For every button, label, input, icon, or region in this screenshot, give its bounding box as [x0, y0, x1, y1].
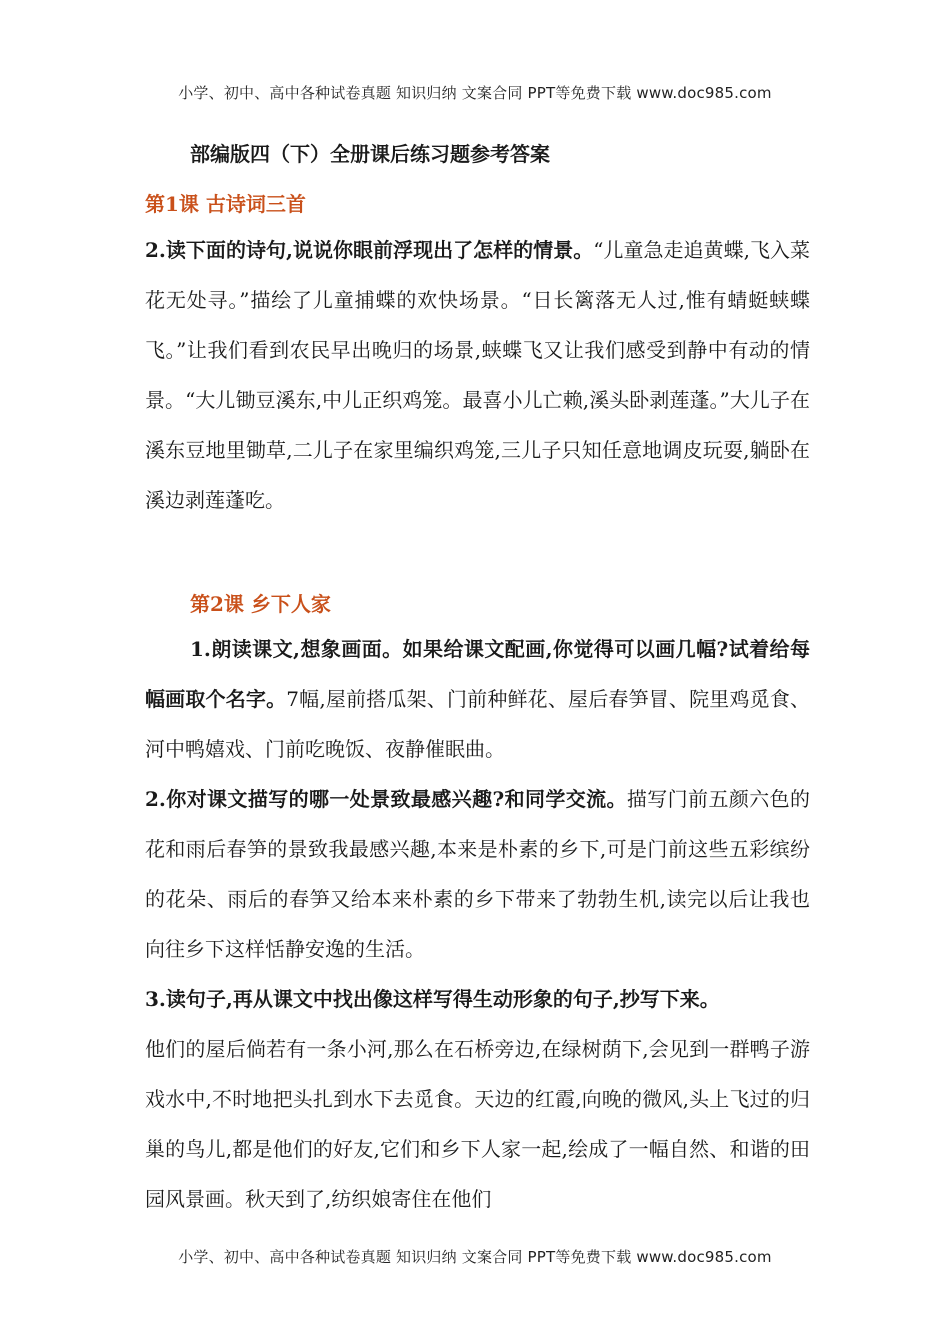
lesson-2-q1-question: 1.朗读课文,想象画面。如果给课文配画,你觉得可以画几幅?试着给每幅画取个名字。: [145, 637, 810, 711]
page-footer: 小学、初中、高中各种试卷真题 知识归纳 文案合同 PPT等免费下载 www.doc985.com: [178, 1248, 772, 1266]
page-header: 小学、初中、高中各种试卷真题 知识归纳 文案合同 PPT等免费下载 www.doc985.com: [178, 84, 772, 102]
lesson-2-q2-paragraph: [145, 774, 810, 974]
document-title: 部编版四（下）全册课后练习题参考答案: [190, 142, 550, 166]
lesson-1-heading: 第1课 古诗词三首: [145, 192, 306, 216]
lesson-2-q2-question: 2.你对课文描写的哪一处景致最感兴趣?和同学交流。: [145, 787, 627, 811]
lesson-1-q2-paragraph: [145, 225, 810, 525]
lesson-2-q3-answer: 他们的屋后倘若有一条小河,那么在石桥旁边,在绿树荫下,会见到一群鸭子游戏水中,不时地把头扎到水下去觅食。天边的红霞,向晚的微风,头上飞过的归巢的鸟儿,都是他们的好友,它们和乡下人家一起,绘成了一幅自然、和谐的田园风景画。秋天到了,纺织娘寄住在他们: [145, 1037, 810, 1211]
lesson-2-q3-paragraph: [145, 974, 810, 1224]
lesson-1-q2-answer: “儿童急走追黄蝶,飞入菜花无处寻。”描绘了儿童捕蝶的欢快场景。“日长篱落无人过,惟有蜻蜓蛱蝶飞。”让我们看到农民早出晚归的场景,蛱蝶飞又让我们感受到静中有动的情景。“大儿锄豆溪东,中儿正织鸡笼。最喜小儿亡赖,溪头卧剥莲蓬。”大儿子在溪东豆地里锄草,二儿子在家里编织鸡笼,三儿子只知任意地调皮玩耍,躺卧在溪边剥莲蓬吃。: [145, 238, 810, 512]
lesson-2-q1-paragraph: [145, 624, 810, 774]
lesson-2-q1-answer: 7幅,屋前搭瓜架、门前种鲜花、屋后春笋冒、院里鸡觅食、河中鸭嬉戏、门前吃晚饭、夜静催眠曲。: [145, 687, 811, 761]
lesson-2-heading: 第2课 乡下人家: [190, 592, 331, 616]
lesson-1-q2-question: 2.读下面的诗句,说说你眼前浮现出了怎样的情景。: [145, 238, 594, 262]
lesson-2-q2-answer: 描写门前五颜六色的花和雨后春笋的景致我最感兴趣,本来是朴素的乡下,可是门前这些五彩缤纷的花朵、雨后的春笋又给本来朴素的乡下带来了勃勃生机,读完以后让我也向往乡下这样恬静安逸的生活。: [145, 787, 810, 961]
lesson-2-q3-question: 3.读句子,再从课文中找出像这样写得生动形象的句子,抄写下来。: [145, 987, 720, 1011]
